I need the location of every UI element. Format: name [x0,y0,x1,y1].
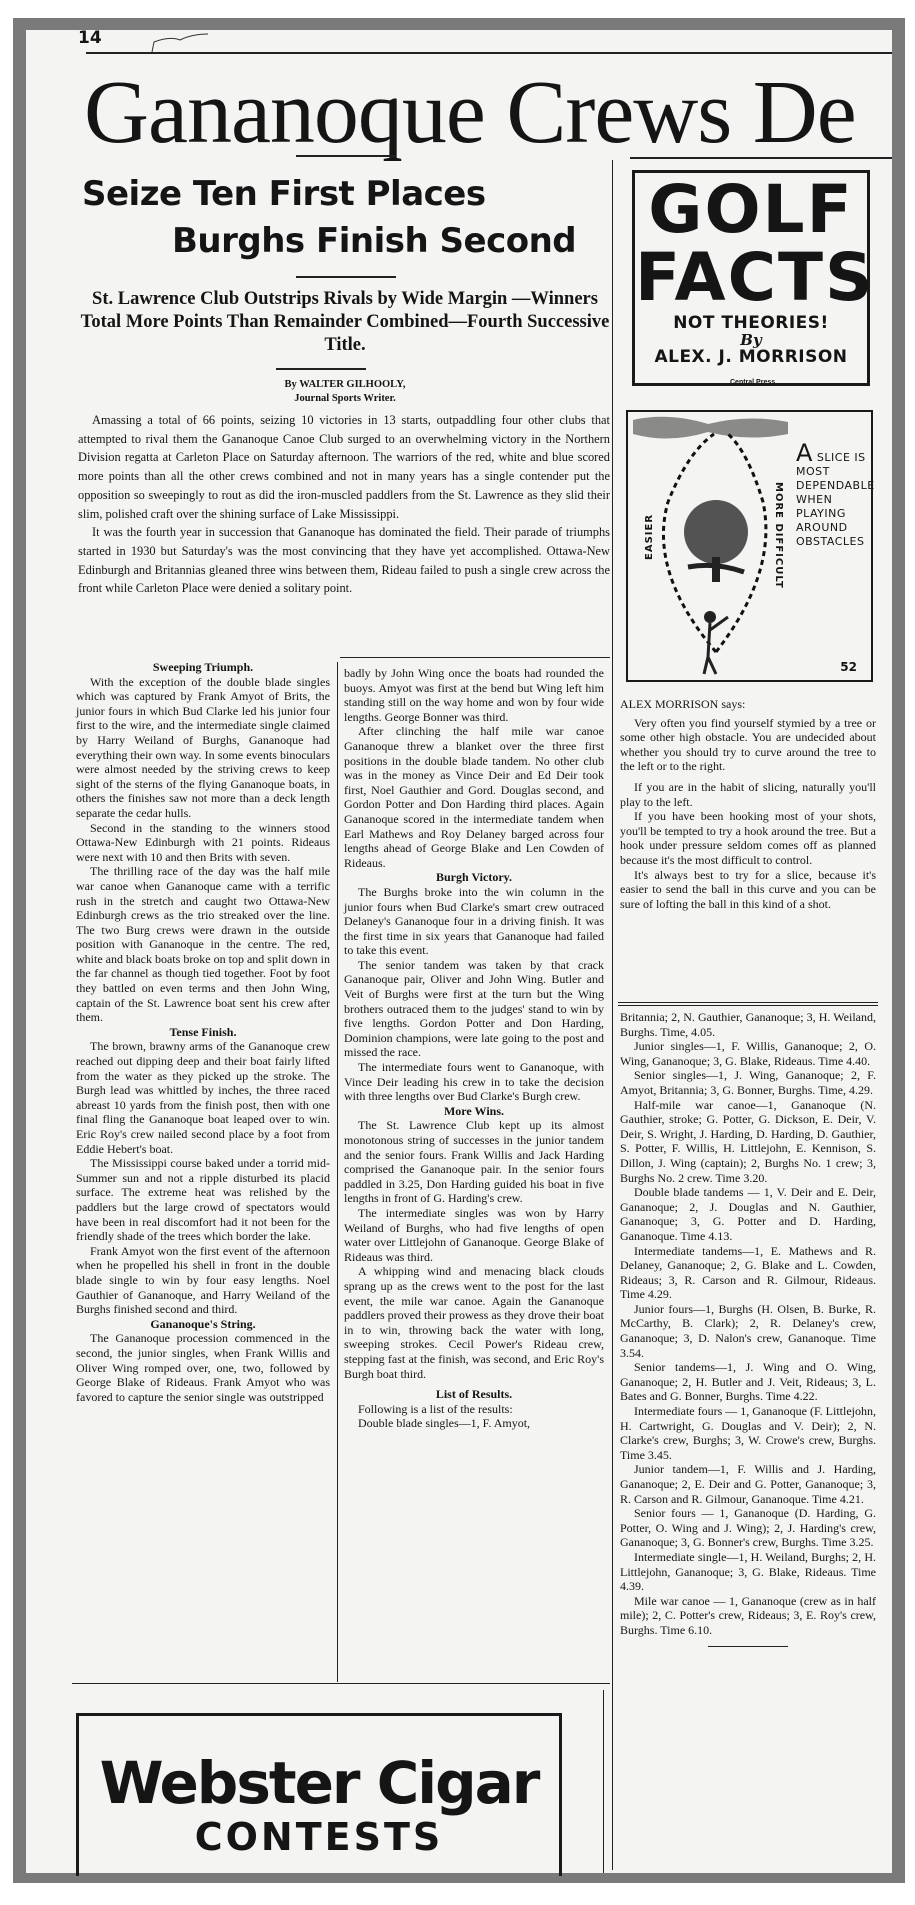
ad-title: Webster Cigar [99,1749,539,1817]
left-column [76,660,330,1404]
result-item: Senior singles—1, J. Wing, Gananoque; 2, F. Amyot, Britannia; 3, G. Bonner, Burghs. Time, 4.29. [620,1068,876,1097]
golf-paragraph: It's always best to try for a slice, because it's easier to send the ball in this curve and you can be sure of lofting the ball in this kind of a shot. [620,867,876,911]
golf-paragraph: Very often you find yourself stymied by a tree or some other high obstacle. You are undecided about whether you should try to curve around the tree to the left or to the right. [620,715,876,774]
cartoon-label-more-difficult: MORE DIFFICULT [773,482,784,589]
paragraph: The thrilling race of the day was the half mile war canoe when Gananoque came with a terrific rush in the stretch and caught two Ottawa-New Edinburgh crews as the trio streaked over the line. The two Burg crews were drawn in the outside position with Gananoque in the centre. The red, white and black boats broke on top and split down in the far channel as though tied together. Foot by foot they battled on even terms and then John Wing, captain of the St. Lawrence boat sent his crew after them. [76,864,330,1025]
subhead-burgh-victory: Burgh Victory. [435,870,512,885]
result-item: Double blade tandems — 1, V. Deir and E. Deir, Gananoque; 2, J. Douglas and N. Gauthier, Gananoque; 3, G. Potter and D. Harding, Gananoque. Time 4.13. [620,1185,876,1243]
golf-paragraph: If you have been hooking most of your shots, you'll be tempted to try a hook around the tree. But a hook under pressure seldom comes off as planned because it's the most difficult to control. [620,809,876,867]
subhead-sweeping-triumph: Sweeping Triumph. [152,660,254,674]
golf-says-label: ALEX MORRISON says: [620,697,746,711]
headline-divider [296,155,396,157]
webster-cigar-ad [76,1713,562,1876]
result-item: Half-mile war canoe—1, Gananoque (N. Gauthier, stroke; G. Potter, G. Dickson, E. Deir, V. Deir, S. Wright, J. Harding, D. Harding, D. Gauthier, S. Potter, F. Willis, H. Littlejohn, E. Kennison, S. Dillon, J. Wing (captain); 2, Burghs No. 1 crew; 3, Burghs No. 2 crew. Time 3.20. [620,1097,876,1185]
golf-title-line-2: FACTS [635,239,875,316]
cartoon-number: 52 [840,660,857,674]
headline-line-2: Burghs Finish Second [172,221,577,261]
golf-cartoon [626,410,873,682]
result-item: Junior singles—1, F. Willis, Gananoque; 2, O. Wing, Gananoque; 3, G. Blake, Rideaus. Time 4.40. [620,1039,876,1068]
paragraph: The brown, brawny arms of the Gananoque crew reached out dipping deep and their boat fairly lifted from the water as they picked up the stroke. The Burgh lead was whittled by inches, the three raced abreast 10 yards from the finish post, then with one final fling the Gananoque boat leaped over to win. Eric Roy's crew nailed second place by a foot from Eddie Hebert's boat. [76,1039,330,1156]
deck-divider [296,276,396,278]
column-rule [337,662,338,1682]
results-end-rule [708,1646,788,1647]
byline-title: Journal Sports Writer. [294,393,396,404]
result-item: Senior fours — 1, Gananoque (D. Harding, G. Potter, O. Wing and J. Wing); 2, J. Harding's crew, Gananoque; 3, G. Bonner's crew, Burghs. Time 3.25. [620,1506,876,1550]
paragraph: The senior tandem was taken by that crack Gananoque pair, Oliver and John Wing. Butler and Veit of Burghs were first at the turn but the Wing brothers outraced them to the judges' stand to win by five lengths. Gordon Potter and Don Harding, Dominion champions, were late going to the post and missed the race. [344,957,604,1060]
subhead-gananoques-string: Gananoque's String. [150,1316,256,1331]
article-lede [78,411,610,598]
deck-headline: St. Lawrence Club Outstrips Rivals by Wide Margin —Winners Total More Points Than Remainder Combined—Fourth Successive Title. [80,289,610,355]
result-item: Intermediate fours — 1, Gananoque (F. Littlejohn, H. Cartwright, G. Douglas and V. Deir); 2, N. Clarke's crew, Burghs; 3, W. Crowe's crew, Burghs. Time 3.45. [620,1404,876,1462]
paragraph: The St. Lawrence Club kept up its almost monotonous string of successes in the junior tandem and the senior fours. Frank Willis and Jack Harding comprised the Gananoque pair. In the senior fours paddled in 3.25, Don Harding guided his boat in five lengths in front of G. Harding's crew. [344,1118,604,1206]
paragraph: The intermediate fours went to Gananoque, with Vince Deir leading his crew in to take the decision with three lengths over Bud Clarke's Burgh crew. [344,1060,604,1104]
result-item: Intermediate tandems—1, E. Mathews and R. Delaney, Gananoque; 2, G. Blake and L. Cowden, Rideaus; 3, R. Carson and R. Gilmour, Rideaus. Time 4.29. [620,1243,876,1302]
paragraph: The Gananoque procession commenced in the second, the junior singles, when Frank Willis and Oliver Wing romped over, one, two, followed by George Blake of Rideaus. Frank Amyot who was favored to capture the senior single was outstripped [76,1331,330,1404]
golf-title-line-1: GOLF [648,171,854,248]
paragraph: badly by John Wing once the boats had rounded the buoys. Amyot was first at the bend but Wing left him standing still on the way home and won by four wide lengths. George Bonner was third. [344,666,604,724]
result-item: Intermediate single—1, H. Weiland, Burghs; 2, H. Littlejohn, Gananoque; 3, G. Blake, Rideaus. Time 4.39. [620,1549,876,1594]
page-number: 14 [78,28,102,48]
ad-subtitle: CONTESTS [194,1815,444,1859]
golf-facts-header [632,170,875,386]
result-item: Junior fours—1, Burghs (H. Olsen, B. Burke, R. McCarthy, B. Clark); 2, R. Delaney's crew, Gananoque; 3, D. Nalon's crew, Gananoque. Time 3.54. [620,1301,876,1360]
cartoon-caption [796,439,876,549]
golf-author: ALEX. J. MORRISON [654,347,848,367]
result-item: Senior tandems—1, J. Wing and O. Wing, Gananoque; 2, H. Butler and J. Veit, Rideaus; 3, L. Bates and G. Bonner, Burghs. Time 4.22. [620,1360,876,1404]
article-bottom-rule [72,1683,610,1684]
byline-name: By WALTER GILHOOLY, [284,379,406,390]
paragraph: With the exception of the double blade singles which was captured by Frank Amyot of Brits, the junior fours in which Bud Clarke led his junior four first to the wire, and the intermediate single claimed by Harry Weiland of Burghs, Gananoque had everything their own way. In some events binoculars were almost needed by the striving crews to keep sight of the sterns of the flying Gananoque boats, in others the finishes saw not more than a deck length separate the cedar hulls. [76,674,330,820]
subhead-tense-finish: Tense Finish. [169,1024,237,1039]
golf-top-rule [630,157,892,159]
tree-icon [684,500,748,564]
result-item: Junior tandem—1, F. Willis and J. Harding, Gananoque; 2, E. Deir and G. Potter, Gananoque; 3, R. Carson and R. Gilmour, Gananoque. Time 4.21. [620,1462,876,1506]
golf-bottom-rule [618,1002,878,1006]
paragraph: Following is a list of the results: [358,1401,513,1416]
cartoon-label-easier: EASIER [644,513,655,560]
paragraph: Double blade singles—1, F. Amyot, [358,1416,531,1431]
golf-credit: Central Press [730,379,776,386]
lede-paragraph: Amassing a total of 66 points, seizing 10 victories in 13 starts, outpaddling four other clubs that attempted to rival them the Gananoque Canoe Club surged to an overwhelming victory in the Northern Division regatta at Carleton Place on Saturday afternoon. The warriors of the red, white and blue scored more points than all the other crews combined and not in many years has a single contender put the opposition so sweepingly to rout as did the iron-muscled paddlers from the St. Lawrence as they slid their slim, polished craft over the shining surface of Lake Mississippi. [78,413,610,521]
headline-line-1: Seize Ten First Places [82,174,486,214]
cartoon-caption-text: SLICE IS MOST DEPENDABLE WHEN PLAYING AROUND OBSTACLES [796,451,875,548]
golf-subtitle: NOT THEORIES! [673,313,829,333]
golf-paragraph: If you are in the habit of slicing, naturally you'll play to the left. [620,779,876,809]
paragraph: After clinching the half mile war canoe Gananoque threw a blanket over the three first positions in the double blade tandem. No other club was in the money as Vince Deir and Ed Deir took first, Noel Gauthier and Gord. Douglas second, and Gordon Potter and Don Harding third places. Again Gananoque scored in the intermediate tandem when Earl Mathews and Roy Delaney barged across four lengths ahead of George Blake and Len Cowden of Rideaus. [344,724,604,870]
byline [78,378,612,406]
golf-column [620,697,876,911]
banner-headline: Gananoque Crews De [84,63,856,162]
paragraph: Second in the standing to the winners stood Ottawa-New Edinburgh with 21 points. Rideaus were next with 10 and then Brits with seven. [76,820,330,864]
paragraph: The Burghs broke into the win column in the junior fours when Bud Clarke's smart crew outraced Delaney's Gananoque four in a driving finish. It was the first time in six years that Gananoque had failed to take this event. [344,884,604,958]
middle-column [344,666,604,1431]
results-list [620,1010,876,1647]
lede-bottom-rule [340,657,610,658]
column-rule [612,160,613,1870]
column-rule [603,1690,604,1873]
result-item: Britannia; 2, N. Gauthier, Gananoque; 3, H. Weiland, Burghs. Time, 4.05. [620,1010,876,1039]
golf-by: By [740,331,762,349]
cartoon-caption-initial: A [796,439,813,467]
paragraph: The intermediate singles was won by Harry Weiland of Burghs, who had five lengths of open water over Littlejohn of Gananoque. George Blake of Rideaus was third. [344,1205,604,1264]
paragraph: The Mississippi course baked under a torrid mid-Summer sun and not a ripple disturbed its placid surface. The extreme heat was relished by the paddlers but the large crowd of spectators would have been in real discomfort had it not been for the friendly shade of the trees which border the lake. [76,1156,330,1244]
lede-paragraph: It was the fourth year in succession that Gananoque has dominated the field. Their parade of triumphs started in 1930 but Saturday's was the most convincing that they have yet accomplished. Ottawa-New Edinburgh and Britannias gleaned three wins between them, Rideau failed to push a single crew across the front while Carleton Place were denied a solitary point. [78,525,610,596]
paragraph: Frank Amyot won the first event of the afternoon when he propelled his shell in front in the double blade single to win by four easy lengths. Noel Gauthier of Gananoque, and Harry Weiland of the Burghs finished second and third. [76,1243,330,1317]
masthead-rule [86,52,892,54]
subhead-more-wins: More Wins. [443,1103,504,1118]
byline-divider [276,368,366,370]
subhead-list-of-results: List of Results. [435,1387,513,1402]
result-item: Mile war canoe — 1, Gananoque (crew as in half mile); 2, C. Potter's crew, Rideaus; 3, E. Roy's crew, Burghs. Time 6.10. [620,1593,876,1637]
paragraph: A whipping wind and menacing black clouds sprang up as the crews went to the post for the last event, the mile war canoe. Again the Gananoque paddlers proved their prowess as they drove their boat in to win, throwing back the water with long, sweeping strokes. Cecil Power's Rideau crew, stepping fast at the finish, was second, and Eric Roy's Burgh boat third. [344,1264,604,1381]
